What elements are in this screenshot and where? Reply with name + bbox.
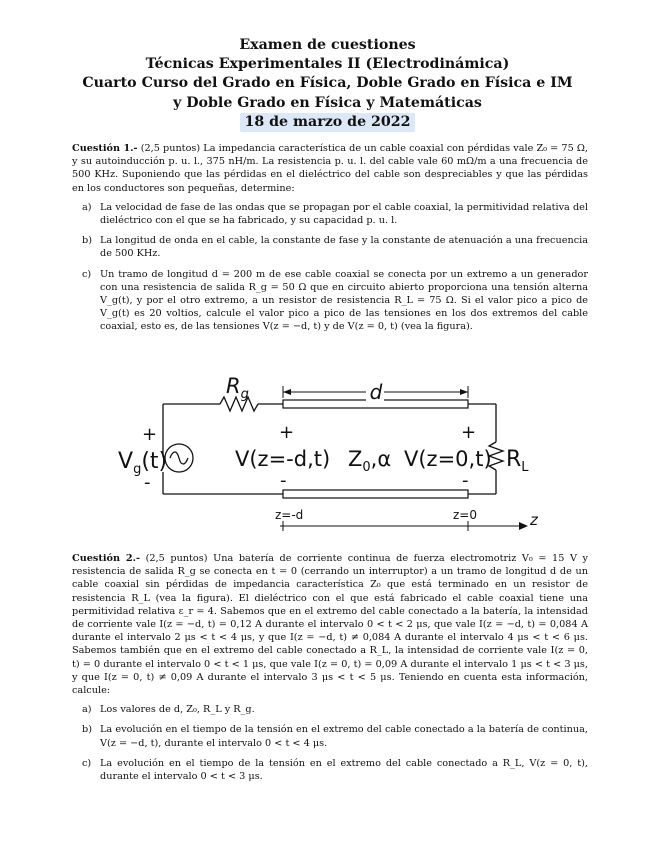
- d-label: d: [369, 380, 383, 404]
- item-mark: a): [82, 704, 92, 716]
- item-mark: b): [82, 724, 92, 736]
- header-date: 18 de marzo de 2022: [240, 113, 414, 132]
- question-1-item-a: [72, 201, 588, 227]
- question-1-item-b: [72, 234, 588, 260]
- coax-conductor-bottom: [283, 490, 468, 498]
- header-title: Examen de cuestiones: [239, 37, 416, 53]
- circuit-diagram: [108, 372, 548, 536]
- question-1-item-c: [72, 268, 588, 334]
- item-mark: c): [82, 268, 92, 280]
- rg-label: $R_g$: [226, 374, 249, 402]
- question-1-items: [72, 201, 588, 334]
- vg-label: $V_g(t)$: [118, 449, 168, 477]
- question-2-item-a: [72, 703, 588, 716]
- question-2-item-b: [72, 723, 588, 749]
- v-right-label: V(z=0,t): [404, 447, 492, 471]
- item-mark: a): [82, 201, 92, 213]
- question-2-intro: (2,5 puntos) Una batería de corriente continua de fuerza electromotriz V₀ = 15 V y resistencia de salida R_g se conecta en t = 0 (cerrando un interruptor) a un tramo de longitud d de un cable coaxial sin pérdidas de impedancia característica Z₀ que está terminado en un resistor de resistencia R_L (vea la figura). El dieléctrico con el que está fabricado el cable coaxial tiene una permitividad relativa ε_r = 4. Sabemos que en el extremo del cable conectado a la batería, la intensidad de corriente vale I(z = −d, t) = 0,12 A durante el intervalo 0 < t < 2 μs, que vale I(z = −d, t) = 0,084 A durante el intervalo 2 μs < t < 4 μs, y que I(z = −d, t) ≠ 0,084 A durante el intervalo 4 μs < t < 6 μs. Sabemos también que en el extremo del cable conectado a R_L, la intensidad de corriente vale I(z = 0, t) = 0 durante el intervalo 0 < t < 1 μs, que vale I(z = 0, t) = 0,09 A durante el intervalo 1 μs < t < 3 μs, y que I(z = 0, t) ≠ 0,09 A durante el intervalo 3 μs < t < 5 μs. Teniendo en cuenta esta información, calcule:: [72, 553, 588, 697]
- left-plus-sign: +: [279, 422, 295, 443]
- z-axis-label: z: [530, 511, 538, 529]
- item-text: La velocidad de fase de las ondas que se propagan por el cable coaxial, la permitividad relativa del dieléctrico con el que se ha fabricado, y su capacidad p. u. l.: [100, 201, 588, 227]
- item-text: La longitud de onda en el cable, la constante de fase y la constante de atenuación a una frecuencia de 500 KHz.: [100, 235, 588, 260]
- item-text: La evolución en el tiempo de la tensión en el extremo del cable conectado a R_L, V(z = 0, t), durante el intervalo 0 < t < 3 μs.: [100, 757, 588, 783]
- z-left-label: z=-d: [275, 508, 304, 522]
- resistor-rg: [220, 397, 258, 411]
- right-minus-sign: -: [462, 470, 469, 491]
- source-minus-sign: -: [144, 472, 151, 493]
- item-text: La evolución en el tiempo de la tensión en el extremo del cable conectado a la batería de continua, V(z = −d, t), durante el intervalo 0 < t < 4 μs.: [100, 724, 588, 749]
- item-mark: c): [82, 757, 92, 769]
- question-1-intro: (2,5 puntos) La impedancia característica de un cable coaxial con pérdidas vale Z₀ = 75 Ω, y su autoinducción p. u. l., 375 nH/m. La resistencia p. u. l. del cable vale 60 mΩ/m a una frecuencia de 500 KHz. Suponiendo que las pérdidas en el dieléctrico del cable son despreciables y que las pérdidas en los conductores son pequeñas, determine:: [72, 143, 588, 194]
- rl-label: $R_L$: [506, 447, 529, 475]
- question-2-label: Cuestión 2.-: [72, 553, 141, 564]
- header-degree-line1: Cuarto Curso del Grado en Física, Doble Grado en Física e IM: [82, 75, 573, 92]
- item-text: Los valores de d, Z₀, R_L y R_g.: [100, 704, 255, 716]
- question-1-label: Cuestión 1.-: [72, 143, 138, 154]
- header-course: Técnicas Experimentales II (Electrodinámica): [145, 56, 510, 73]
- right-plus-sign: +: [461, 422, 477, 443]
- header-degree-line2: y Doble Grado en Física y Matemáticas: [173, 94, 482, 111]
- question-2-items: [72, 703, 588, 783]
- item-text: Un tramo de longitud d = 200 m de ese cable coaxial se conecta por un extremo a un generador con una resistencia de salida R_g = 50 Ω que en circuito abierto proporciona una tensión alterna V_g(t), y por el otro extremo, a un resistor de resistencia R_L = 75 Ω. Si el valor pico a pico de V_g(t) es 20 voltios, calcule el valor pico a pico de las tensiones en los dos extremos del cable coaxial, esto es, de las tensiones V(z = −d, t) y de V(z = 0, t) (vea la figura).: [100, 268, 588, 333]
- item-mark: b): [82, 235, 92, 247]
- d-arrow-right-icon: [460, 389, 468, 395]
- question-2: [72, 552, 588, 790]
- d-arrow-left-icon: [283, 389, 291, 395]
- z-right-label: z=0: [453, 508, 477, 522]
- v-left-label: V(z=-d,t): [235, 447, 331, 471]
- question-2-item-c: [72, 757, 588, 783]
- z-axis-arrow-icon: [519, 522, 528, 530]
- z0-alpha-label: $Z_0,\alpha$: [348, 447, 392, 475]
- question-1: [72, 142, 588, 341]
- source-plus-sign: +: [142, 424, 158, 445]
- exam-header: [0, 36, 655, 132]
- left-minus-sign: -: [280, 470, 287, 491]
